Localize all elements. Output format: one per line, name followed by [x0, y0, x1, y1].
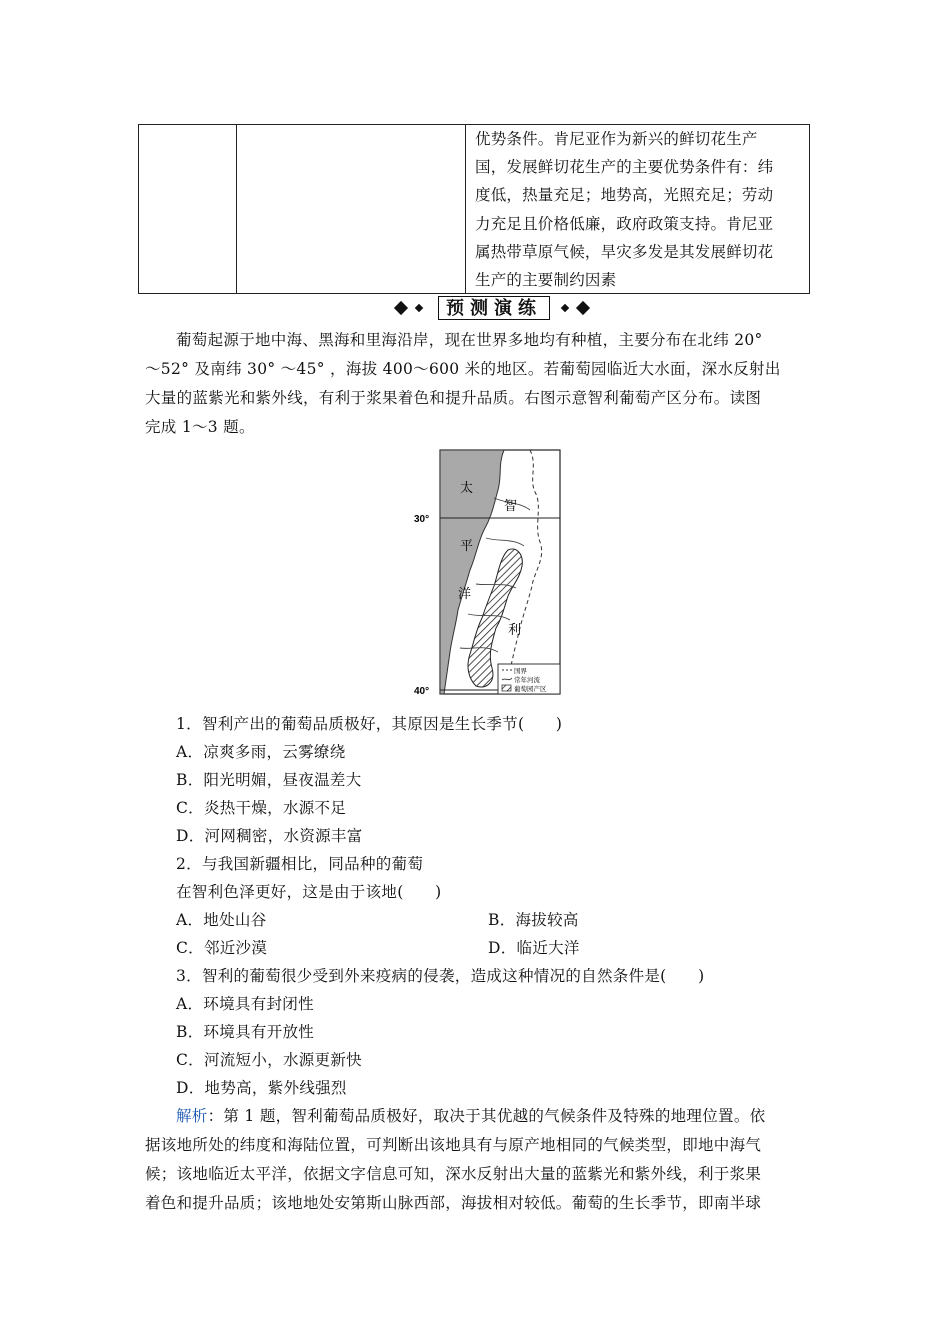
country-label-char: 智 [504, 499, 518, 514]
q2-option-a: A．地处山谷 [176, 911, 267, 929]
table-divider-2 [465, 125, 466, 293]
chile-vineyard-map [412, 446, 564, 702]
diamond-small-icon [415, 304, 423, 312]
intro-line: 大量的蓝紫光和紫外线，有利于浆果着色和提升品质。右图示意智利葡萄产区分布。读图 [145, 389, 762, 407]
q1-option-c: C．炎热干燥，水源不足 [176, 799, 347, 817]
analysis-line: 候；该地临近太平洋，依据文字信息可知，深水反射出大量的蓝紫光和紫外线，利于浆果 [145, 1165, 762, 1183]
q2-stem-line1: 2．与我国新疆相比，同品种的葡萄 [176, 855, 424, 873]
q3-option-a: A．环境具有封闭性 [176, 995, 314, 1013]
analysis-first-line: ：第 1 题，智利葡萄品质极好，取决于其优越的气候条件及特殊的地理位置。依 [207, 1107, 766, 1125]
q3-option-c: C．河流短小，水源更新快 [176, 1051, 362, 1069]
section-title: 预测演练 [438, 296, 550, 320]
section-banner [390, 296, 600, 322]
map-svg [412, 446, 564, 698]
analysis-label: 解析 [176, 1107, 208, 1125]
q3-stem: 3．智利的葡萄很少受到外来疫病的侵袭，造成这种情况的自然条件是( ) [176, 967, 705, 985]
q1-option-a: A．凉爽多雨，云雾缭绕 [176, 743, 346, 761]
table-divider-1 [236, 125, 237, 293]
map-legend [498, 664, 560, 694]
ocean-label-char: 太 [460, 481, 474, 496]
lat-label-30: 30° [414, 514, 430, 525]
ocean-label-char: 平 [460, 539, 474, 554]
intro-line: 葡萄起源于地中海、黑海和里海沿岸，现在世界多地均有种植，主要分布在北纬 20° [176, 331, 763, 349]
diamond-icon [394, 301, 408, 315]
q2-option-b: B．海拔较高 [488, 911, 579, 929]
q3-option-d: D．地势高，紫外线强烈 [176, 1079, 347, 1097]
table-cell-text [475, 125, 795, 294]
cell-line: 力充足且价格低廉，政府政策支持。肯尼亚 [475, 214, 774, 233]
ocean-label-char: 洋 [458, 587, 472, 602]
intro-line: ～52° 及南纬 30° ～45° ，海拔 400～600 米的地区。若葡萄园临近大水面，深水反射出 [145, 360, 781, 378]
legend-border: 国界 [514, 667, 527, 675]
lat-label-40: 40° [414, 686, 430, 697]
legend-vineyard: 葡萄园产区 [514, 685, 547, 693]
cell-line: 生产的主要制约因素 [475, 271, 617, 290]
continuation-table [138, 124, 810, 294]
q3-option-b: B．环境具有开放性 [176, 1023, 315, 1041]
analysis-line: 着色和提升品质；该地地处安第斯山脉西部，海拔相对较低。葡萄的生长季节，即南半球 [145, 1194, 762, 1212]
q2-option-d: D．临近大洋 [488, 939, 580, 957]
legend-river: 常年河流 [514, 676, 540, 684]
analysis-line [145, 1102, 810, 1131]
analysis-line: 据该地所处的纬度和海陆位置，可判断出该地具有与原产地相同的气候类型，即地中海气 [145, 1136, 762, 1154]
analysis-paragraph [145, 1102, 810, 1218]
cell-line: 优势条件。肯尼亚作为新兴的鲜切花生产 [475, 130, 758, 148]
cell-line: 属热带草原气候，旱灾多发是其发展鲜切花 [475, 242, 774, 261]
q2-stem-line2: 在智利色泽更好，这是由于该地( ) [176, 883, 442, 901]
q1-stem: 1．智利产出的葡萄品质极好，其原因是生长季节( ) [176, 715, 563, 733]
q2-option-c: C．邻近沙漠 [176, 939, 268, 957]
q1-option-d: D．河网稠密，水资源丰富 [176, 827, 363, 845]
country-label-char: 利 [508, 623, 522, 638]
diamond-icon [576, 301, 590, 315]
q1-option-b: B．阳光明媚，昼夜温差大 [176, 771, 362, 789]
intro-line: 完成 1～3 题。 [145, 418, 255, 436]
diamond-small-icon [561, 304, 569, 312]
cell-line: 度低，热量充足；地势高，光照充足；劳动 [475, 186, 774, 205]
cell-line: 国，发展鲜切花生产的主要优势条件有：纬 [475, 158, 774, 177]
intro-paragraph [145, 326, 810, 442]
